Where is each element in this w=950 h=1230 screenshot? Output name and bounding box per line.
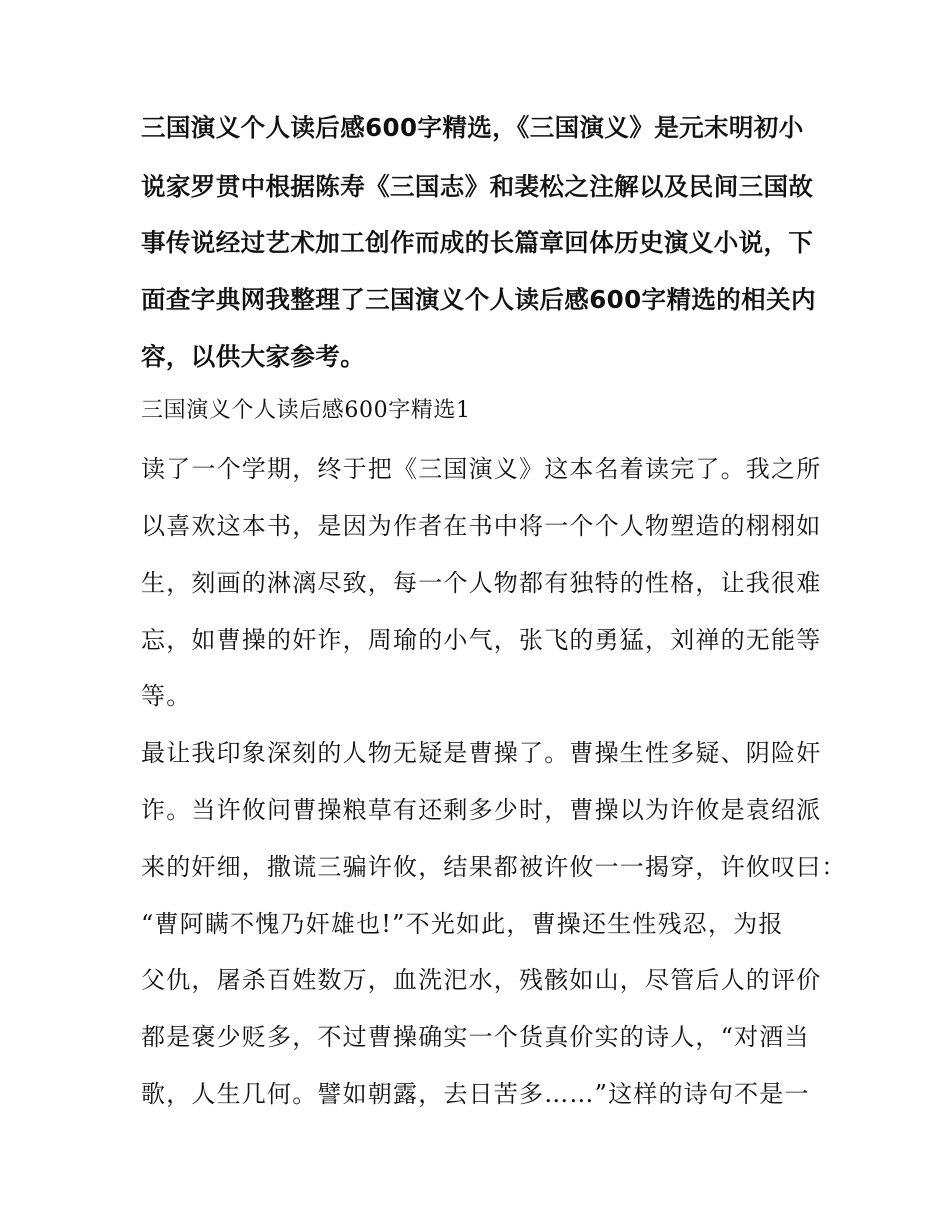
intro-line-5: 容，以供大家参考。 — [141, 342, 366, 371]
section-title: 三国演义个人读后感600字精选1 — [141, 398, 471, 423]
paragraph1-line-2: 以喜欢这本书，是因为作者在书中将一个个人物塑造的栩栩如 — [141, 512, 822, 540]
paragraph2-line-5: 父仇，屠杀百姓数万，血洗汜水，残骸如山，尽管后人的评价 — [141, 966, 822, 994]
paragraph2-line-2: 诈。当许攸问曹操粮草有还剩多少时，曹操以为许攸是袁绍派 — [141, 796, 822, 824]
paragraph1-line-1: 读了一个学期，终于把《三国演义》这本名着读完了。我之所 — [141, 455, 822, 483]
paragraph2-line-1: 最让我印象深刻的人物无疑是曹操了。曹操生性多疑、阴险奸 — [141, 739, 822, 767]
paragraph2-line-3: 来的奸细，撒谎三骗许攸，结果都被许攸一一揭穿，许攸叹曰： — [141, 853, 847, 881]
intro-line-1: 三国演义个人读后感600字精选，《三国演义》是元末明初小 — [141, 113, 804, 142]
paragraph1-line-3: 生，刻画的淋漓尽致，每一个人物都有独特的性格，让我很难 — [141, 569, 822, 597]
paragraph1-line-4: 忘，如曹操的奸诈，周瑜的小气，张飞的勇猛，刘禅的无能等 — [141, 626, 822, 654]
paragraph2-line-6: 都是褒少贬多，不过曹操确实一个货真价实的诗人，“对酒当 — [141, 1023, 810, 1051]
paragraph2-line-4: “曹阿瞒不愧乃奸雄也!”不光如此，曹操还生性残忍，为报 — [141, 910, 784, 938]
paragraph1-line-5: 等。 — [141, 682, 192, 710]
intro-line-2: 说家罗贯中根据陈寿《三国志》和裴松之注解以及民间三国故 — [141, 172, 814, 201]
intro-line-3: 事传说经过艺术加工创作而成的长篇章回体历史演义小说，下 — [141, 228, 814, 257]
intro-line-4: 面查字典网我整理了三国演义个人读后感600字精选的相关内 — [141, 285, 816, 314]
paragraph2-line-7: 歌，人生几何。譬如朝露，去日苦多……”这样的诗句不是一 — [141, 1080, 810, 1108]
